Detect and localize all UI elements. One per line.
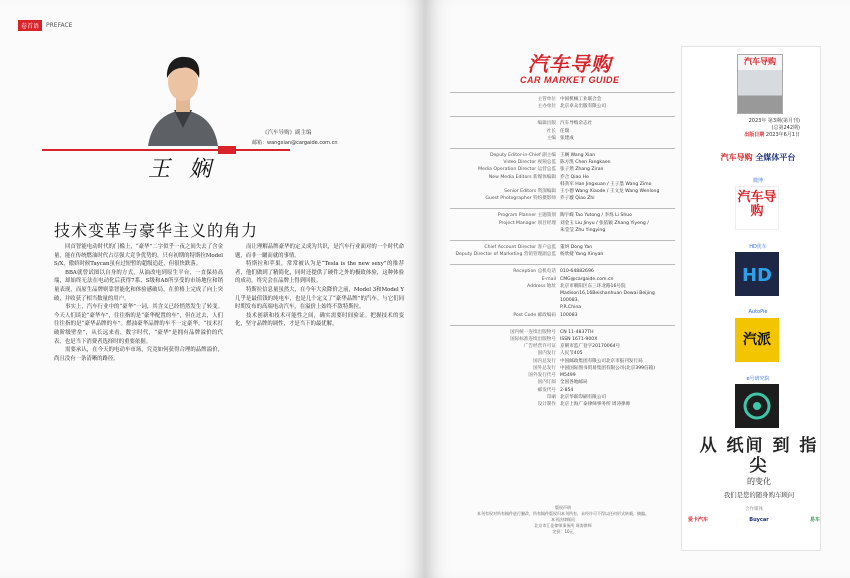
credit-row [450,212,675,219]
credit-row [450,283,675,290]
autopie-label: AutoPie [748,309,768,315]
credit-key [450,304,560,311]
credit-value: 陶宇嵘 Tao Yutong / 李烁 Li Shuo [560,213,632,219]
slogan [697,436,821,499]
cover-title: 汽车导购 [744,56,776,66]
credit-key: New Media Editors 新媒体编辑 [488,174,556,180]
credit-key: 广告经营许可证 [523,344,556,350]
credit-key: Project Manager 项目经理 [498,220,556,226]
credit-value: 全国各地邮局 [560,380,588,386]
credit-row [450,336,675,343]
credit-row [450,120,675,127]
credit-value: 王小德 Wang Xiaode / 王文龙 Wang Wenlong [560,189,660,195]
credit-value: 中国国际图书贸易集团有限公司(北京399信箱) [560,365,656,371]
paragraph: 特斯拉和苹果，常常被认为是“Tesla is the new sexy”的推荐者，他们做到了精简化，同时还提供了硬件之外的极致体验，这种体验的成功，终究会在品牌上得到回报。 [235,261,404,285]
credit-key: 邮发代号 [537,387,556,393]
credit-value: 中国邮政集团有限公司北京市报刊发行局 [560,358,643,364]
credit-row [450,174,675,181]
credit-row [450,135,675,142]
credit-key: 国内发行 [537,351,556,357]
article-body [54,243,404,363]
issue-date-value: 2023年6月1日 [765,132,800,138]
paragraph: 技术创新和技术可能性之间，确实需要时间验证。把握技术的变化，坚守品牌的调性，才是当下的最优解。 [235,312,404,328]
credit-key: Guest Photographer 特约摄影师 [485,196,556,202]
footer-line: 版权声明 [555,505,571,510]
credit-value: 乔子璇 Qiao Zhi [560,196,595,202]
divider-accent [218,146,236,154]
author-photo [128,44,238,146]
credit-row [450,181,675,188]
author-email-value: wangxian@cargaide.com.cn [267,140,338,146]
credit-value: P.R.China [560,305,582,311]
credit-key: Address 地址 [527,283,556,289]
credit-key [450,227,560,234]
credit-value: 北京华联印刷有限公司 [560,394,606,400]
credit-value: 朱莹莹 Zhu Yingying [560,227,606,233]
tile3-text: 汽派 [743,332,771,348]
credit-key: Chief Account Director 客户总监 [484,245,556,251]
credit-key [450,290,560,304]
credit-key: Program Planner 主题策划 [497,213,556,219]
footer-line: 北京市汇佳律师事务所 周涛律师 [534,523,592,528]
magazine-logo [520,48,620,85]
media-blue: 全媒体平台 [755,153,796,162]
credit-group [450,92,675,110]
credit-row [450,103,675,110]
slogan-main [697,436,821,476]
slogan-small: 的变化 [747,477,771,486]
paragraph: 事实上，汽车行业中的“豪华”一词，其含义已经悄然发生了转变。今天人们谈论“豪华车”，往往指的是“豪华配置的车”，但在过去，人们往往指的是“豪华品牌的车”。燃油豪华品牌的车不一定豪华，“技术打破阶级壁垒”，从长远来看，数字时代，“豪华”是拥有品牌溢价的代表，也是当下消费者选择时的重要依据。 [54,304,223,345]
credit-key: 主管单位 [537,97,556,102]
credit-value: ISSN 1671-900X [560,337,598,343]
credit-row [450,188,675,195]
credit-key: 主编 [546,135,556,141]
weibo-qr-tile [735,186,779,230]
credit-row [450,220,675,227]
issue-info [700,118,800,139]
article-title: 技术变革与豪华主义的角力 [54,221,259,240]
divider-line [42,149,290,151]
credit-key: Media Operation Director 运营总监 [478,167,556,173]
issue-line-2: (总第242期) [771,125,800,131]
credit-key: Deputy Director of Marketing 营销管理副总监 [455,252,556,258]
credit-row [450,290,675,304]
credit-group [450,325,675,408]
credit-value: 乔合 Qiao He [560,174,589,180]
credit-value: 韩劲军 Han Jingxuan / 王子墨 Wang Zimo [560,181,652,187]
author-email [252,139,338,146]
credit-key: Video Director 视频总监 [503,160,556,166]
issue-line-1: 2023年 第3期(第月刊) [748,118,800,124]
credit-group [450,208,675,234]
credit-row [450,365,675,372]
credit-key: 社长 [546,128,556,134]
credit-value: 杨欣婕 Yang Xinyan [560,252,604,258]
credit-value: 北京卓众出版有限公司 [560,104,606,110]
hd-logo-icon [735,252,779,296]
credit-row [450,312,675,319]
media-red: 汽车导购 [720,153,753,162]
credit-key: Senior Editors 资深编辑 [504,189,556,195]
credit-value: 陈方凯 Chen Fangkaen [560,160,611,166]
credit-group [450,116,675,142]
credit-row [450,128,675,135]
credit-key: 编辑出版 [537,121,556,127]
section-tag: 卷首语 [18,20,42,31]
credit-value: 刘金玉 Liu Jinyu / 张依颖 Zhang Yiyeng / [560,220,649,226]
credit-row [450,268,675,275]
copyright-footer [458,505,668,535]
credit-row [450,159,675,166]
credit-row [450,195,675,202]
credit-row [450,394,675,401]
credit-key: 国际标准连续出版物号 [510,337,556,343]
slogan-right: 到 指尖 [749,436,819,476]
paragraph: 需要承认，在今天的电动车市场，究竟如何获得合理的品牌溢价，尚且没有一条清晰的路径。 [54,347,223,362]
credit-row [450,329,675,336]
credit-group [450,240,675,258]
weibo-label: 微博 [752,178,763,184]
credit-value: 人民节405 [560,351,583,357]
footer-line: 定价：10元 [552,529,574,534]
author-info [252,128,338,146]
credit-key: 国内总发行 [533,358,556,364]
slogan-left: 从 纸间 [699,436,765,456]
credit-key: 国外发行代号 [528,373,556,379]
logo-english: CAR MARKET GUIDE [520,75,620,85]
hd-label: HD优车 [749,244,767,250]
credit-value: 100083 [560,312,578,318]
credit-value: 2-854 [560,387,574,393]
credit-key: Deputy Editor-in-Chief 副主编 [489,153,556,159]
credit-key: 国内订阅 [537,380,556,386]
credit-key: 主办单位 [537,104,556,110]
magazine-cover [737,54,783,114]
credit-value: 张子然 Zhang Ziran [560,167,604,173]
credit-key: 国内统一连续出版物号 [510,329,556,335]
credit-value: 汽车导购杂志社 [560,121,593,127]
partner-logo: 爱卡汽车 [688,517,709,523]
credit-row [450,166,675,173]
credit-value: 中国机械工业联合会 [560,97,602,102]
credit-row [450,96,675,103]
footer-line: 本刊法律顾问 [551,517,575,522]
author-signature: 王 娴 [148,157,217,182]
partner-logos [688,516,820,523]
credit-value: 张建成 [560,135,574,141]
issue-date-label: 出版日期 [744,132,765,138]
paragraph: BBA就曾试图以自身的方式，从油改电到原生平台，一直保持高端，却始终无法在电动化后获得7系、S级和A8所享受的市场地位和销量表现，而原生品牌则靠智能化和体验感破局，在价格上完成了向上突破，并收获了相当数量的用户。 [54,269,223,302]
credit-row [450,401,675,408]
credit-row [450,387,675,394]
partner-logo: 易车 [809,517,820,523]
credit-value: M5499 [560,373,576,379]
credit-row [450,343,675,350]
tile1-text: 汽车导购 [737,190,777,219]
credit-row [450,350,675,357]
author-email-label: 邮箱： [252,140,268,146]
section-header [18,20,72,31]
credit-value: 王娴 Wang Xian [560,153,596,159]
credit-value: 任瑞 [560,128,570,134]
eclub-label: e号研究院 [746,376,770,382]
svg-text:HD: HD [741,265,773,286]
media-platform-title [698,152,818,163]
paragraph: 特斯拉信息量虽然大，在今年大众降价之前，Model 3和Model Y几乎是最值钱的纯电车，也是几个定义了“豪华品牌”的汽车。与它们同时期发布的高端电动汽车，在溢价上始终不敌特斯拉。 [235,286,404,311]
credit-value: Madison16,16Beishanhuan Dewai Beijing 100083, [560,291,655,304]
credit-row [450,244,675,251]
section-name: PREFACE [46,22,73,29]
credit-group [450,148,675,202]
credit-value: 北京上海广泰律师事务所 周涛律师 [560,401,631,407]
partner-logo: Buycar [749,516,769,523]
credit-key: 设计制作 [537,401,556,407]
credit-key: E-mail [541,276,556,282]
credit-key [450,181,560,188]
article-column-1 [54,243,223,363]
logo-chinese: 汽车导购 [527,52,612,76]
credit-key: Post Code 邮政编码 [513,312,556,318]
credit-row [450,358,675,365]
issue-date [700,132,800,139]
credit-group [450,264,675,318]
credit-key: 国外总发行 [533,365,556,371]
author-role: 《汽车导购》副主编 [262,130,312,136]
credit-value: 北京市朝阳区东三环北路16号院 [560,283,626,289]
credit-row [450,276,675,283]
credit-value: CN 11-4837TH [560,329,594,335]
credit-value: 京朝市监广登字20170064号 [560,344,621,350]
tagline: 我们是您的随身购车顾问 [723,491,795,499]
credit-row [450,379,675,386]
article-column-2 [235,243,404,363]
eclub-logo-icon [735,384,779,428]
credit-value: CMG@cargaide.com.cn [560,276,614,282]
autopie-logo-icon [735,318,779,362]
credit-key: Reception 总机电话 [513,269,556,275]
credit-value: 董妍 Dong Yan [560,245,593,251]
paragraph: 回首智能电动时代的门槛上，“豪华”二字似乎一夜之间失去了含金量，能在传统燃油时代占尽强大竞争优势的，只有初期的特斯拉Model S/X，傲娇时候Taycan虽有过短暂的超级追赶，但很快跌落。 [54,244,223,268]
credit-row [450,152,675,159]
credit-row [450,372,675,379]
credit-row [450,304,675,311]
credit-key: 印刷 [546,394,556,400]
credit-row [450,251,675,258]
credit-value: 010-64882696 [560,269,594,275]
footer-line: 本刊有权对所有稿件进行删改，所有稿件版权归本刊所有，未经许可不得以任何形式转载、摘编。 [477,511,649,516]
masthead-credits [450,92,675,414]
paragraph: 而让理解品牌豪华的定义成为共识，是汽车行业面对的一个时代命题，而非一蹴而就的事情。 [235,244,404,259]
partners-label: 合作媒体 [745,507,763,512]
credit-row [450,227,675,234]
